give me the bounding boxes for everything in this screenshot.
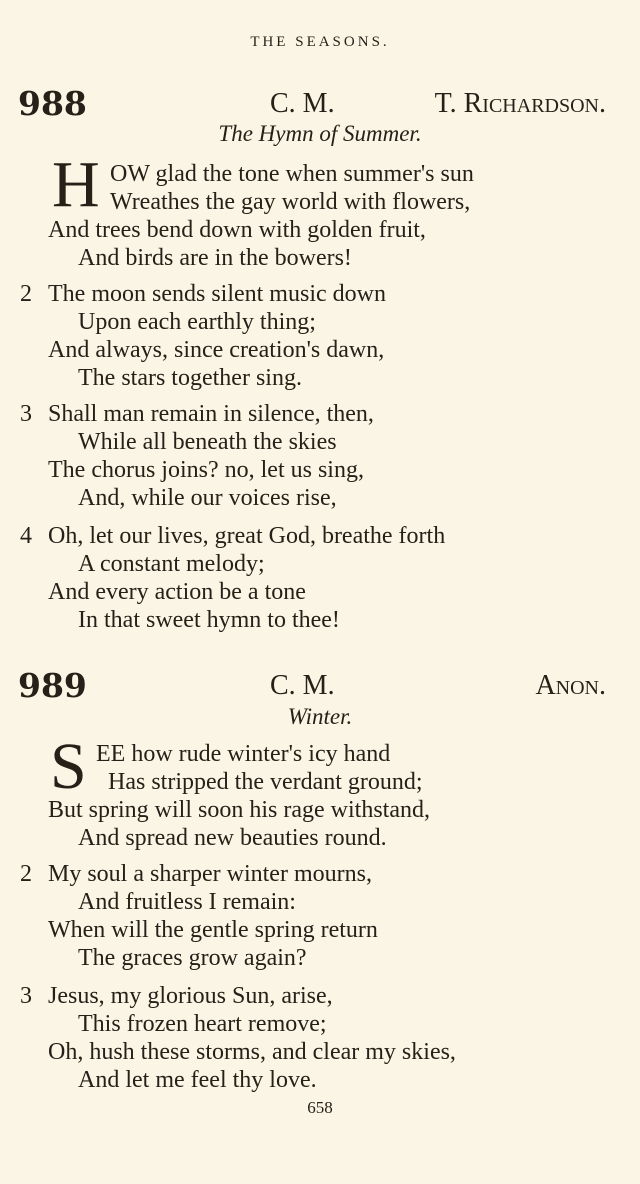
verse-line: The stars together sing. bbox=[78, 365, 302, 391]
hymn-989-header bbox=[18, 666, 606, 706]
hymn-author: Anon. bbox=[535, 670, 606, 701]
hymn-title: The Hymn of Summer. bbox=[218, 121, 422, 146]
hymn-988-header bbox=[18, 84, 606, 124]
hymn-title: Winter. bbox=[287, 704, 353, 729]
verse-line: In that sweet hymn to thee! bbox=[78, 607, 340, 633]
verse-line: Wreathes the gay world with flowers, bbox=[110, 189, 471, 215]
verse-line: Jesus, my glorious Sun, arise, bbox=[48, 983, 333, 1009]
verse-line: And let me feel thy love. bbox=[78, 1067, 317, 1093]
verse-line: Oh, let our lives, great God, breathe forth bbox=[48, 523, 446, 549]
verse-line: Shall man remain in silence, then, bbox=[48, 401, 374, 427]
verse-line: OW glad the tone when summer's sun bbox=[110, 161, 474, 187]
verse-line: The graces grow again? bbox=[78, 945, 307, 971]
verse-line: And trees bend down with golden fruit, bbox=[48, 217, 426, 243]
verse-line: And always, since creation's dawn, bbox=[48, 337, 385, 363]
running-head: THE SEASONS. bbox=[250, 34, 390, 50]
page-number: 658 bbox=[307, 1098, 333, 1117]
verse-line: And every action be a tone bbox=[48, 579, 306, 605]
hymn-author: T. Richardson. bbox=[434, 88, 606, 119]
stanza-number: 3 bbox=[20, 983, 32, 1009]
verse-line: And, while our voices rise, bbox=[78, 485, 337, 511]
verse-line: And spread new beauties round. bbox=[78, 825, 387, 851]
verse-line: The chorus joins? no, let us sing, bbox=[48, 457, 364, 483]
hymn-meter: C. M. bbox=[270, 88, 335, 119]
verse-line: EE how rude winter's icy hand bbox=[96, 741, 391, 767]
stanza-number: 4 bbox=[20, 523, 32, 549]
verse-line: This frozen heart remove; bbox=[78, 1011, 327, 1037]
stanza-number: 2 bbox=[20, 281, 32, 307]
verse-line: While all beneath the skies bbox=[78, 429, 337, 455]
verse-line: Has stripped the verdant ground; bbox=[108, 769, 423, 795]
stanza-number: 3 bbox=[20, 401, 32, 427]
verse-line: My soul a sharper winter mourns, bbox=[48, 861, 372, 887]
verse-line: But spring will soon his rage withstand, bbox=[48, 797, 430, 823]
verse-line: Upon each earthly thing; bbox=[78, 309, 316, 335]
stanza-number: 2 bbox=[20, 861, 32, 887]
drop-cap: S bbox=[50, 730, 87, 803]
verse-line: When will the gentle spring return bbox=[48, 917, 378, 943]
verse-line: And birds are in the bowers! bbox=[78, 245, 352, 271]
verse-line: The moon sends silent music down bbox=[48, 281, 386, 307]
hymn-number: 989 bbox=[18, 666, 87, 705]
hymn-number: 988 bbox=[18, 84, 87, 123]
verse-line: Oh, hush these storms, and clear my skies, bbox=[48, 1039, 456, 1065]
drop-cap: H bbox=[52, 148, 100, 221]
verse-line: And fruitless I remain: bbox=[78, 889, 296, 915]
hymn-meter: C. M. bbox=[270, 670, 335, 701]
verse-line: A constant melody; bbox=[78, 551, 265, 577]
